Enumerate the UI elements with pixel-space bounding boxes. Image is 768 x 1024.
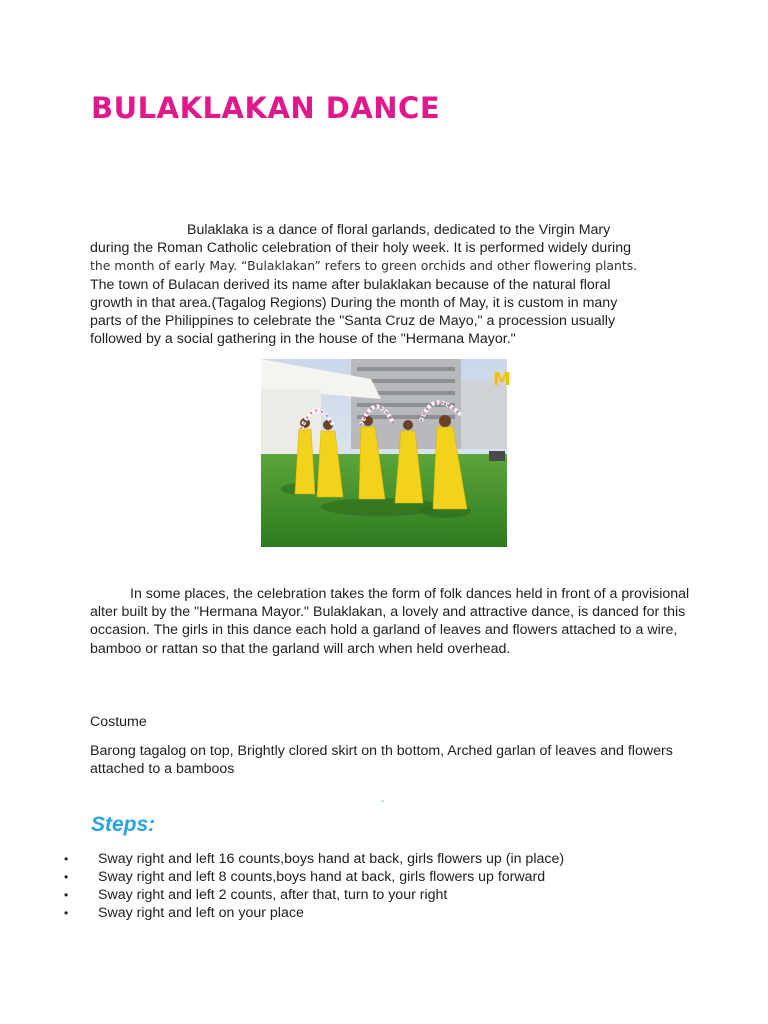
- intro-line: growth in that area.(Tagalog Regions) During the month of May, it is custom in many: [90, 294, 618, 311]
- list-item: [62, 904, 564, 922]
- bullet-icon: •: [64, 852, 69, 866]
- steps-heading: Steps:: [91, 813, 156, 836]
- dance-photo: [261, 359, 511, 547]
- step-text: Sway right and left 2 counts, after that, turn to your right: [98, 887, 448, 903]
- intro-line: the month of early May. “Bulaklakan” refers to green orchids and other flowering plants.: [90, 258, 638, 274]
- costume-text: Barong tagalog on top, Brightly clored skirt on th bottom, Arched garlan of leaves and flowers attached to a bamboos: [90, 743, 673, 778]
- celebration-text: provisional alter built by the "Hermana Mayor." Bulaklakan, a lovely and attractive dance, is danced for this occasion. The girls in this dance each hold a garland of leaves and flowers attached to a wire, bamboo or rattan so that the garland will arch when held overhead.: [90, 586, 690, 657]
- celebration-first-line: In some places, the celebration takes the form of folk dances held in front of a: [130, 586, 618, 602]
- bullet-icon: •: [64, 906, 69, 920]
- intro-line: parts of the Philippines to celebrate the "Santa Cruz de Mayo," a procession usually: [90, 313, 616, 330]
- list-item: [62, 886, 564, 904]
- step-text: Sway right and left 16 counts,boys hand at back, girls flowers up (in place): [98, 851, 565, 867]
- page-title: BULAKLAKAN DANCE: [91, 91, 441, 125]
- intro-paragraph: [90, 221, 690, 348]
- bullet-icon: •: [64, 870, 69, 884]
- list-item: [62, 868, 564, 886]
- steps-list: [62, 850, 564, 922]
- step-text: Sway right and left 8 counts,boys hand at back, girls flowers up forward: [98, 869, 546, 885]
- intro-line: Bulaklaka is a dance of floral garlands, dedicated to the Virgin Mary: [187, 222, 611, 238]
- intro-line: The town of Bulacan derived its name after bulaklakan because of the natural floral: [90, 276, 611, 293]
- intro-line: followed by a social gathering in the house of the "Hermana Mayor.": [90, 331, 516, 348]
- celebration-paragraph: [90, 585, 690, 658]
- list-item: [62, 850, 564, 868]
- bullet-icon: •: [64, 888, 69, 902]
- costume-label: Costume: [90, 714, 147, 730]
- stray-mark: -: [381, 796, 385, 807]
- svg-text:M: M: [493, 369, 511, 390]
- step-text: Sway right and left on your place: [98, 905, 304, 921]
- intro-line: during the Roman Catholic celebration of their holy week. It is performed widely during: [90, 240, 631, 257]
